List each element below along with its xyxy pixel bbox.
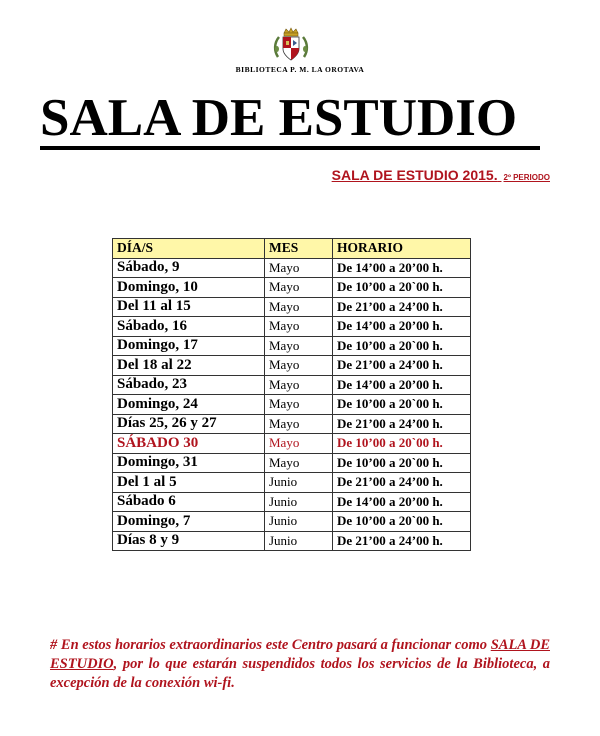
cell-mes: Junio	[265, 473, 333, 493]
cell-horario: De 10’00 a 20`00 h.	[333, 278, 471, 298]
cell-dia: Sábado 6	[113, 492, 265, 512]
cell-horario: De 14’00 a 20’00 h.	[333, 258, 471, 278]
cell-mes: Mayo	[265, 336, 333, 356]
cell-dia: Domingo, 17	[113, 336, 265, 356]
cell-dia: Días 25, 26 y 27	[113, 414, 265, 434]
cell-horario: De 10’00 a 20`00 h.	[333, 453, 471, 473]
cell-dia: Sábado, 16	[113, 317, 265, 337]
cell-dia: SÁBADO 30	[113, 434, 265, 454]
cell-horario: De 10’00 a 20`00 h.	[333, 336, 471, 356]
cell-mes: Mayo	[265, 258, 333, 278]
cell-dia: Domingo, 31	[113, 453, 265, 473]
column-header-mes: MES	[265, 239, 333, 259]
cell-horario: De 14’00 a 20’00 h.	[333, 375, 471, 395]
table-row	[113, 317, 471, 337]
schedule-table	[112, 238, 471, 551]
table-row	[113, 414, 471, 434]
page-title: SALA DE ESTUDIO	[40, 90, 540, 150]
cell-dia: Domingo, 24	[113, 395, 265, 415]
cell-mes: Junio	[265, 492, 333, 512]
footnote-prefix: # En estos horarios extraordinarios este Centro pasará a funcionar como	[50, 637, 491, 653]
footnote-suffix: , por lo que estarán suspendidos todos los servicios de la Biblioteca, a excepción de la conexión wi-fi.	[50, 656, 550, 691]
cell-horario: De 10’00 a 20`00 h.	[333, 395, 471, 415]
cell-mes: Mayo	[265, 414, 333, 434]
table-row	[113, 473, 471, 493]
table-row	[113, 336, 471, 356]
cell-horario: De 21’00 a 24’00 h.	[333, 531, 471, 551]
footnote-emphasis: SALA DE ESTUDIO	[50, 637, 550, 672]
table-row-highlighted	[113, 434, 471, 454]
table-row	[113, 453, 471, 473]
cell-mes: Junio	[265, 512, 333, 532]
cell-horario: De 21’00 a 24’00 h.	[333, 356, 471, 376]
table-row	[113, 492, 471, 512]
table-row	[113, 531, 471, 551]
cell-mes: Mayo	[265, 395, 333, 415]
cell-dia: Del 18 al 22	[113, 356, 265, 376]
table-row	[113, 356, 471, 376]
cell-mes: Mayo	[265, 278, 333, 298]
table-row	[113, 375, 471, 395]
cell-mes: Junio	[265, 531, 333, 551]
table-row	[113, 278, 471, 298]
table-row	[113, 297, 471, 317]
cell-horario: De 10’00 a 20`00 h.	[333, 512, 471, 532]
column-header-dias: DÍA/S	[113, 239, 265, 259]
cell-dia: Sábado, 23	[113, 375, 265, 395]
cell-dia: Domingo, 10	[113, 278, 265, 298]
cell-horario: De 14’00 a 20’00 h.	[333, 317, 471, 337]
cell-dia: Días 8 y 9	[113, 531, 265, 551]
cell-dia: Del 11 al 15	[113, 297, 265, 317]
cell-horario: De 21’00 a 24’00 h.	[333, 473, 471, 493]
subtitle-main: SALA DE ESTUDIO 2015.	[331, 167, 498, 183]
cell-horario: De 21’00 a 24’00 h.	[333, 297, 471, 317]
coat-of-arms-icon	[272, 27, 310, 63]
cell-mes: Mayo	[265, 453, 333, 473]
cell-horario: De 14’00 a 20’00 h.	[333, 492, 471, 512]
cell-dia: Domingo, 7	[113, 512, 265, 532]
footnote	[50, 636, 550, 693]
column-header-horario: HORARIO	[333, 239, 471, 259]
table-row	[113, 395, 471, 415]
cell-mes: Mayo	[265, 434, 333, 454]
table-header-row	[113, 239, 471, 259]
cell-mes: Mayo	[265, 297, 333, 317]
page-subtitle	[332, 167, 550, 183]
cell-horario: De 21’00 a 24’00 h.	[333, 414, 471, 434]
organization-name: BIBLIOTECA P. M. LA OROTAVA	[235, 65, 365, 74]
subtitle-period: 2º PERIODO	[503, 173, 550, 182]
cell-mes: Mayo	[265, 317, 333, 337]
table-row	[113, 512, 471, 532]
cell-mes: Mayo	[265, 356, 333, 376]
table-row	[113, 258, 471, 278]
cell-mes: Mayo	[265, 375, 333, 395]
cell-dia: Del 1 al 5	[113, 473, 265, 493]
cell-dia: Sábado, 9	[113, 258, 265, 278]
cell-horario: De 10’00 a 20`00 h.	[333, 434, 471, 454]
